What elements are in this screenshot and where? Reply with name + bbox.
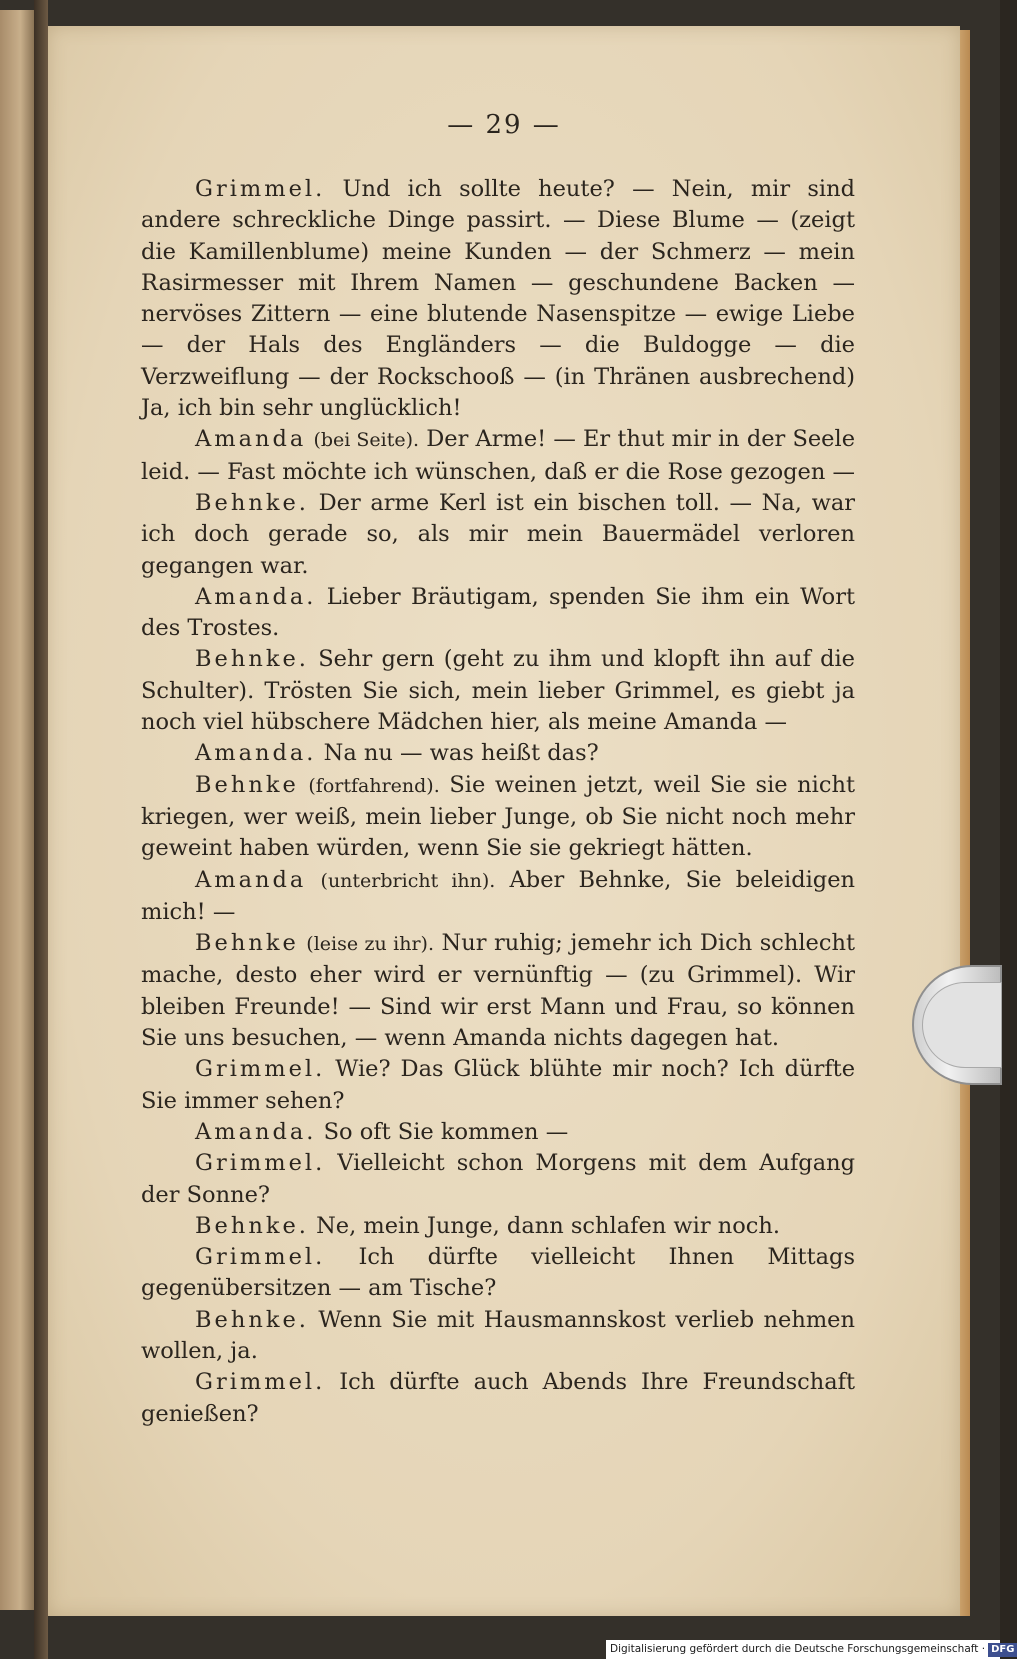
dialogue-paragraph (141, 1242, 855, 1305)
dialogue-paragraph (141, 582, 855, 645)
page-number: — 29 — (447, 110, 561, 140)
speaker-name: Amanda (195, 866, 307, 893)
stage-direction: (bei Seite). (313, 429, 420, 452)
page (48, 26, 960, 1616)
speaker-name: Amanda. (195, 583, 317, 610)
speaker-name: Behnke. (195, 1306, 309, 1333)
dialogue-paragraph (141, 1305, 855, 1368)
dialogue-paragraph (141, 1054, 855, 1117)
speaker-name: Grimmel. (195, 1150, 326, 1177)
dialogue-paragraph (141, 865, 855, 929)
dialogue-paragraph (141, 644, 855, 738)
speaker-name: Grimmel. (195, 1369, 326, 1396)
speaker-name: Behnke. (195, 1212, 309, 1239)
dialogue-text: Ich dürfte vielleicht Ihnen Mittags gegenübersitzen — am Tische? (141, 1244, 856, 1302)
dialogue-text: Und ich sollte heute? — Nein, mir sind andere schreckliche Dinge passirt. — Diese Blume — (zeigt die Kamillenblume) meine Kunden — der Schmerz — mein Rasirmesser mit Ihrem Namen — geschundene Backen — nervöses Zittern — eine blutende Nasenspitze — ewige Liebe — der Hals des Engländers — die Buldogge — die Verzweiflung — der Rockschooß — (in Thränen ausbrechend) Ja, ich bin sehr unglücklich! (141, 176, 855, 422)
dfg-logo: DFG (988, 1643, 1017, 1657)
footer-text: Digitalisierung gefördert durch die Deutsche Forschungsgemeinschaft · (610, 1643, 986, 1655)
dialogue-text: Aber Behnke, Sie beleidigen mich! — (141, 866, 855, 925)
dialogue-text: Wie? Das Glück blühte mir noch? Ich dürfte Sie immer sehen? (141, 1056, 856, 1114)
dialogue-paragraph (141, 1211, 855, 1242)
speaker-name: Behnke (195, 930, 299, 957)
dialogue-paragraph (141, 928, 855, 1054)
dialogue-paragraph (141, 488, 855, 582)
page-clip-inner (922, 982, 1002, 1068)
dialogue-paragraph (141, 1367, 855, 1430)
dialogue-text: Der arme Kerl ist ein bischen toll. — Na, war ich doch gerade so, als mir mein Bauermädel verloren gegangen war. (141, 489, 855, 579)
speaker-name: Amanda. (195, 1118, 317, 1145)
speaker-name: Grimmel. (195, 1244, 326, 1271)
dialogue-text: Lieber Bräutigam, spenden Sie ihm ein Wort des Trostes. (141, 583, 856, 642)
speaker-name: Behnke. (195, 489, 309, 516)
stage-direction: (fortfahrend). (308, 774, 440, 797)
left-page-edge (0, 10, 36, 1610)
dialogue-text: Vielleicht schon Morgens mit dem Aufgang der Sonne? (141, 1150, 855, 1208)
book-gutter (34, 0, 48, 1659)
speaker-name: Amanda. (195, 740, 317, 767)
speaker-name: Amanda (195, 426, 307, 453)
dialogue-text: Sehr gern (geht zu ihm und klopft ihn auf die Schulter). Trösten Sie sich, mein lieber Grimmel, es giebt ja noch viel hübschere Mädchen hier, als meine Amanda — (141, 646, 855, 736)
dialogue-text: Wenn Sie mit Hausmannskost verlieb nehmen wollen, ja. (141, 1306, 855, 1364)
footer-credit (606, 1640, 1015, 1659)
speaker-name: Grimmel. (195, 176, 326, 202)
dialogue-paragraph (141, 424, 855, 488)
speaker-name: Grimmel. (195, 1056, 326, 1083)
dialogue-paragraph (141, 1117, 855, 1148)
dialogue-text: Ne, mein Junge, dann schlafen wir noch. (316, 1212, 781, 1239)
text-body (141, 174, 855, 1430)
dialogue-paragraph (141, 738, 855, 769)
dialogue-text: So oft Sie kommen — (323, 1118, 569, 1145)
dialogue-paragraph (141, 174, 855, 424)
stage-direction: (leise zu ihr). (306, 933, 434, 956)
speaker-name: Behnke (195, 771, 299, 798)
dialogue-paragraph (141, 1148, 855, 1211)
speaker-name: Behnke. (195, 646, 309, 673)
dialogue-text: Sie weinen jetzt, weil Sie sie nicht kriegen, wer weiß, mein lieber Junge, ob Sie nicht noch mehr geweint haben würden, wenn Sie sie gekriegt hätten. (141, 771, 856, 862)
stage-direction: (unterbricht ihn). (320, 869, 496, 892)
dialogue-text: Der Arme! — Er thut mir in der Seele leid. — Fast möchte ich wünschen, daß er die Rose gezogen — (141, 426, 856, 485)
dialogue-paragraph (141, 770, 855, 865)
dialogue-text: Ich dürfte auch Abends Ihre Freundschaft genießen? (141, 1369, 855, 1427)
dialogue-text: Na nu — was heißt das? (323, 740, 599, 767)
dialogue-text: Nur ruhig; jemehr ich Dich schlecht mache, desto eher wird er vernünftig — (zu Grimmel). Wir bleiben Freunde! — Sind wir erst Mann und Frau, so können Sie uns besuchen, — wenn Amanda nichts dagegen hat. (141, 930, 856, 1052)
page-edge (960, 30, 970, 1616)
